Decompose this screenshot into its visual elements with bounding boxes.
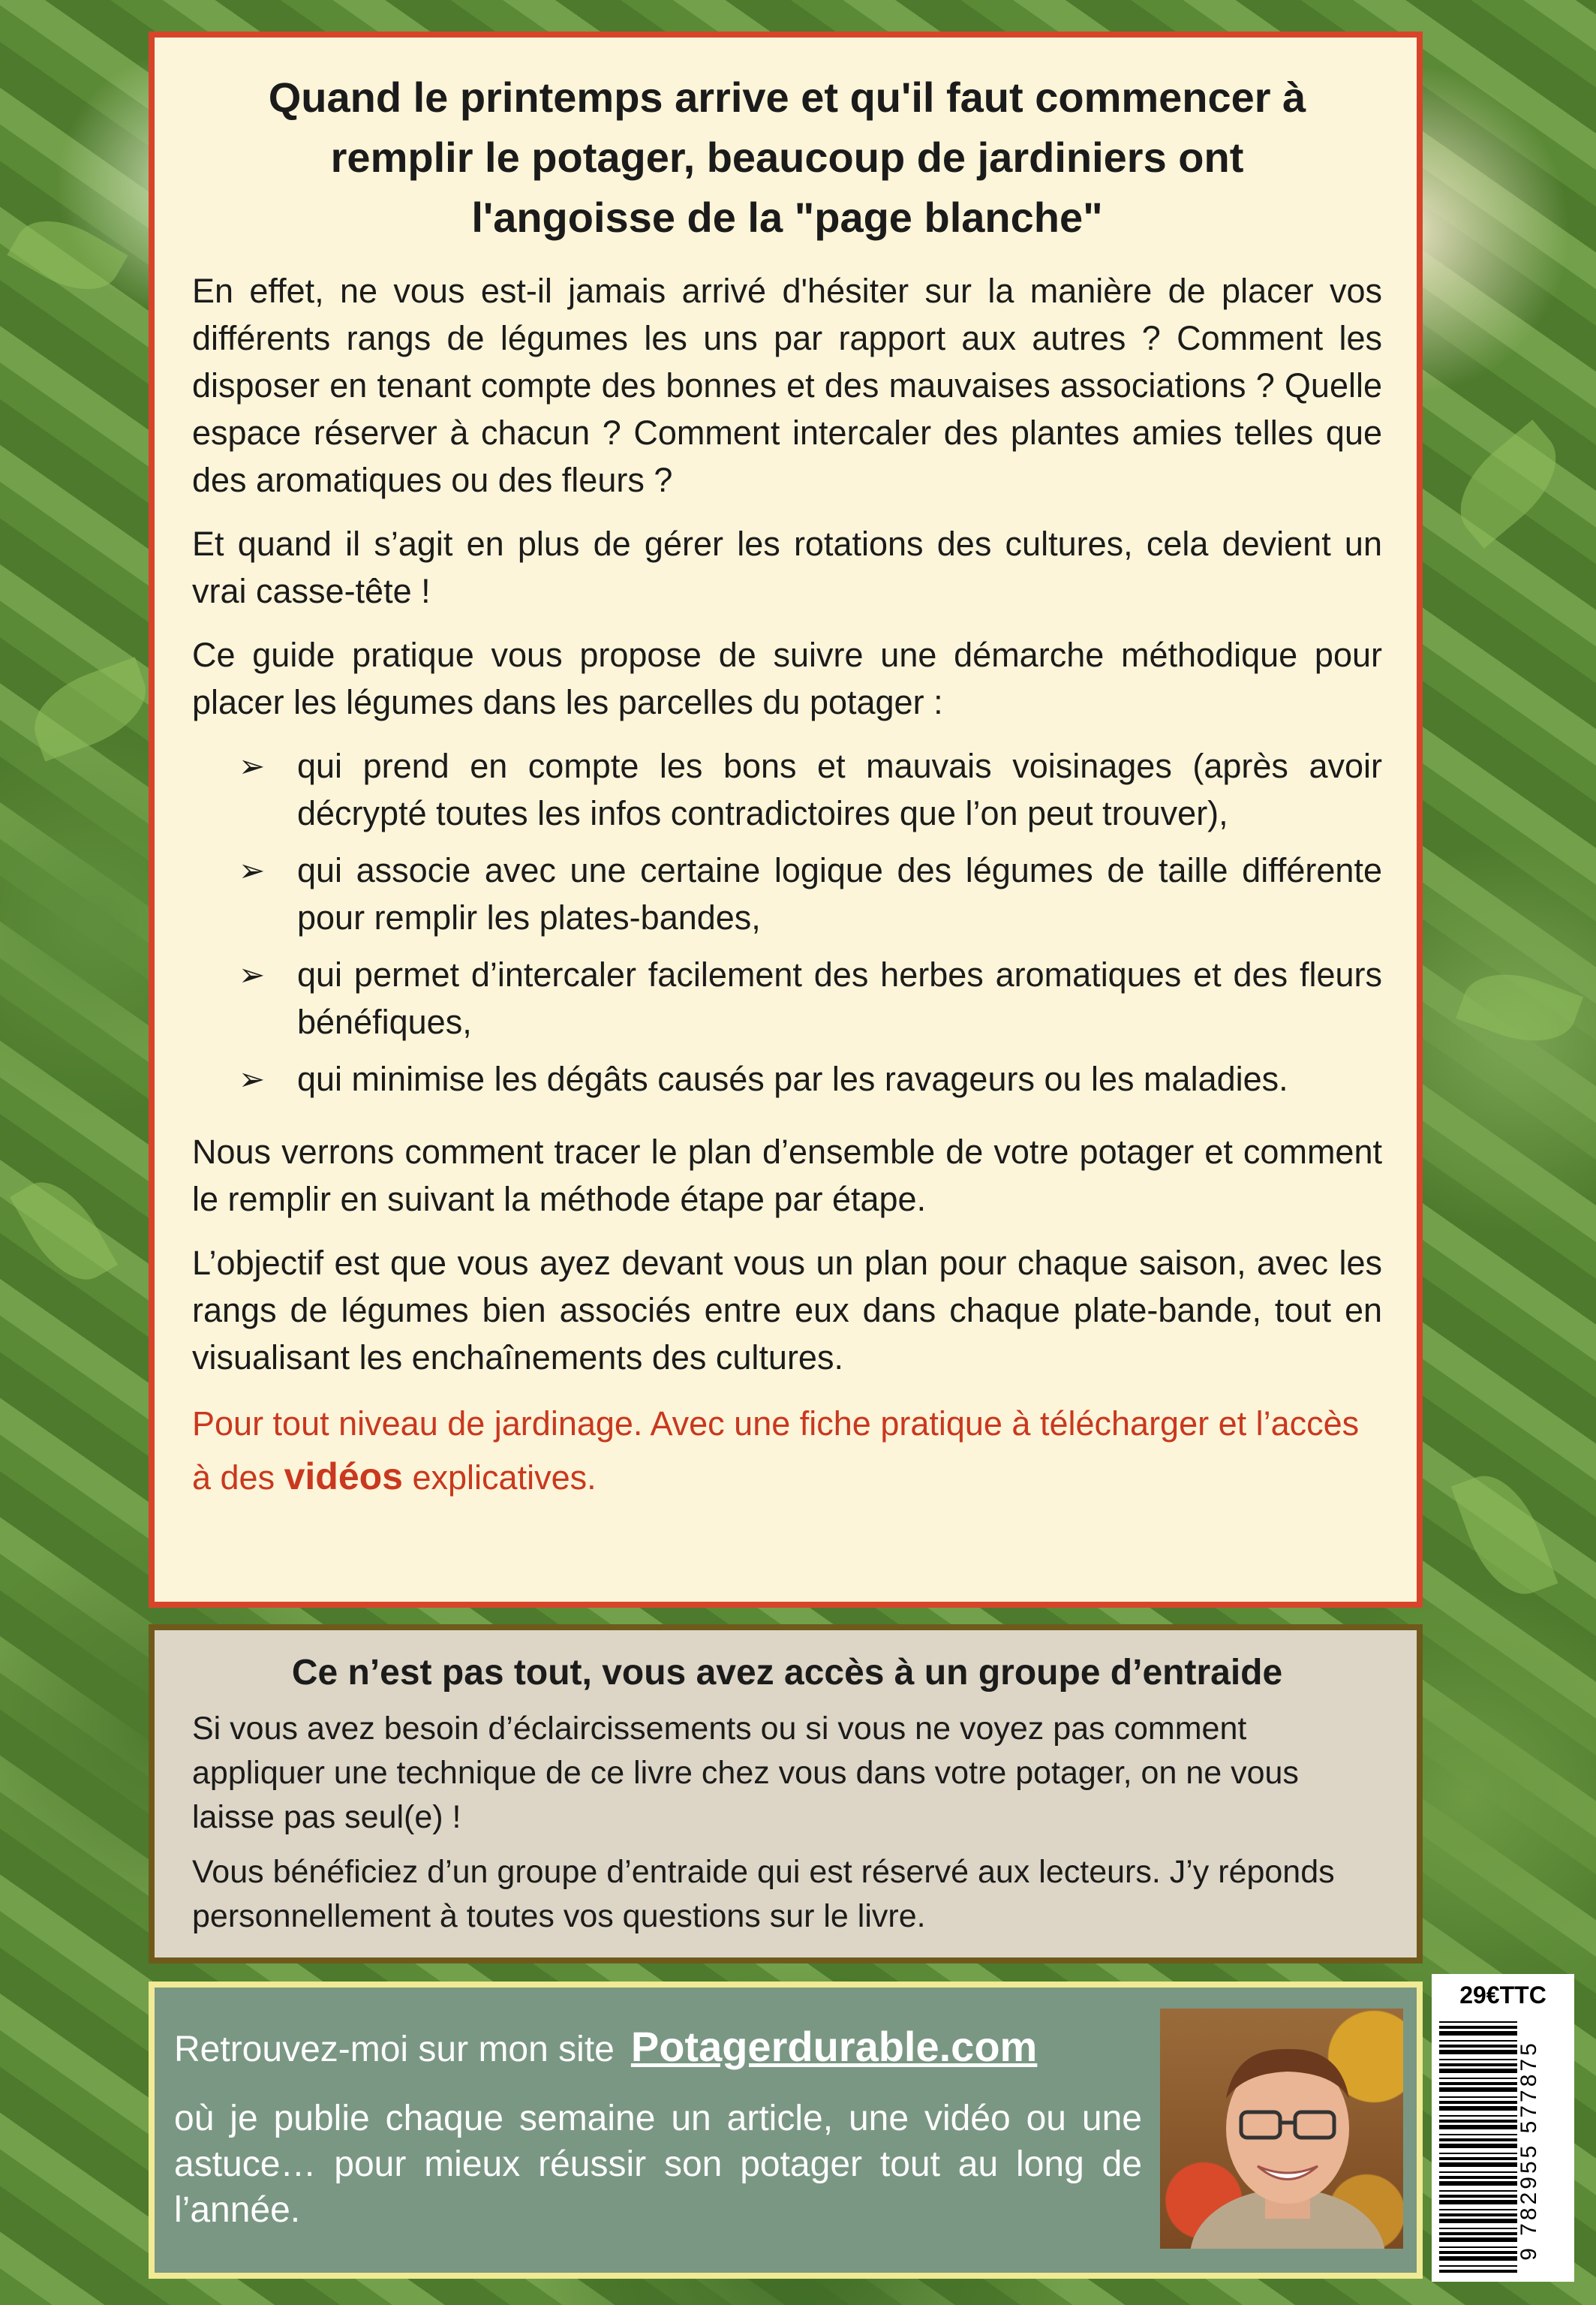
rotation-paragraph: Et quand il s’agit en plus de gérer les rotations des cultures, cela devient un vrai casse-tête ! xyxy=(192,525,1382,610)
description-panel xyxy=(149,32,1423,1608)
list-item: ➢ qui associe avec une certaine logique des légumes de taille différente pour remplir les plates-bandes, xyxy=(297,847,1382,941)
videos-highlight: vidéos xyxy=(284,1455,403,1497)
group-paragraph: Si vous avez besoin d’éclaircissements ou si vous ne voyez pas comment appliquer une technique de ce livre chez vous dans votre potager, on ne vous laisse pas seul(e) ! xyxy=(192,1711,1299,1835)
promo-text: Pour tout niveau de jardinage. Avec une fiche pratique à télécharger et l’accès à des vidéos explicatives. xyxy=(192,1404,1360,1497)
intro-paragraph: En effet, ne vous est-il jamais arrivé d'hésiter sur la manière de placer vos différents rangs de légumes les uns par rapport aux autres ? Comment les disposer en tenant compte des bonnes et des mauvaises associations ? Quelle espace réserver à chacun ? Comment intercaler des plantes amies telles que des aromatiques ou des fleurs ? xyxy=(192,272,1382,499)
headline-line: Quand le printemps arrive et qu'il faut commencer à xyxy=(268,74,1306,121)
guide-paragraph: Ce guide pratique vous propose de suivre une démarche méthodique pour placer les légumes dans les parcelles du potager : xyxy=(192,636,1382,721)
headline-line: l'angoisse de la "page blanche" xyxy=(471,194,1103,241)
headline xyxy=(192,68,1382,248)
site-intro: Retrouvez-moi sur mon site Potagerdurable.com xyxy=(174,2023,1038,2070)
group-paragraph: Vous bénéficiez d’un groupe d’entraide qui est réservé aux lecteurs. J’y réponds personnellement à toutes vos questions sur le livre. xyxy=(192,1854,1335,1934)
arrow-bullet-icon: ➢ xyxy=(239,957,266,992)
website-panel xyxy=(149,1982,1423,2279)
isbn-number: 9 782955 577875 xyxy=(1516,2040,1541,2261)
objective-paragraph: L’objectif est que vous ayez devant vous un plan pour chaque saison, avec les rangs de légumes bien associés entre eux dans chaque plate-bande, tout en visualisant les enchaînements des cultures. xyxy=(192,1244,1382,1377)
author-photo xyxy=(1160,2009,1403,2249)
arrow-bullet-icon: ➢ xyxy=(239,853,266,888)
list-item: ➢ qui permet d’intercaler facilement des herbes aromatiques et des fleurs bénéfiques, xyxy=(297,951,1382,1046)
arrow-bullet-icon: ➢ xyxy=(239,1061,266,1097)
list-item: ➢ qui prend en compte les bons et mauvais voisinages (après avoir décrypté toutes les infos contradictoires que l’on peut trouver), xyxy=(297,742,1382,837)
foliage-decoration xyxy=(1441,420,1576,549)
list-item: ➢ qui minimise les dégâts causés par les ravageurs ou les maladies. xyxy=(297,1055,1382,1103)
author-portrait-icon xyxy=(1160,2009,1403,2249)
foliage-decoration xyxy=(1451,1464,1558,1607)
support-group-panel xyxy=(149,1624,1423,1963)
foliage-decoration xyxy=(10,1167,118,1295)
group-title: Ce n’est pas tout, vous avez accès à un groupe d’entraide xyxy=(291,1653,1283,1693)
barcode-bars xyxy=(1439,2021,1517,2273)
arrow-bullet-icon: ➢ xyxy=(239,748,266,784)
plan-paragraph: Nous verrons comment tracer le plan d’ensemble de votre potager et comment le remplir en suivant la méthode étape par étape. xyxy=(192,1133,1382,1218)
foliage-decoration xyxy=(1456,958,1583,1057)
foliage-decoration xyxy=(22,657,158,761)
price-label: 29€TTC xyxy=(1459,1982,1546,2009)
barcode xyxy=(1432,1974,1574,2282)
foliage-decoration xyxy=(7,203,128,307)
site-paragraph: où je publie chaque semaine un article, une vidéo ou une astuce… pour mieux réussir son potager tout au long de l’année. xyxy=(174,2099,1142,2230)
benefits-list xyxy=(192,742,1382,1103)
headline-line: remplir le potager, beaucoup de jardiniers ont xyxy=(330,134,1244,181)
website-link[interactable]: Potagerdurable.com xyxy=(630,2023,1038,2070)
